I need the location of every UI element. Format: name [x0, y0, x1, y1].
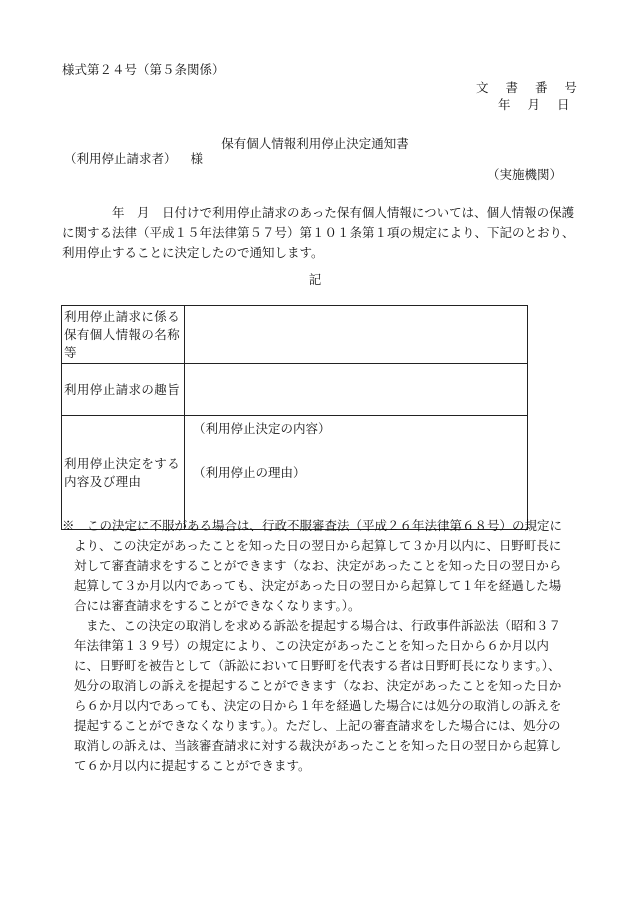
recipient-honorific: 様 — [190, 151, 204, 166]
row-value-decision-content — [185, 416, 528, 530]
row-label-decision-content: 利用停止決定をする内容及び理由 — [62, 416, 185, 530]
recipient-label: （利用停止請求者） — [64, 151, 177, 166]
row-value-info-name — [185, 306, 528, 364]
form-number: 様式第２４号（第５条関係） — [62, 62, 225, 77]
decision-reason-subheading: （利用停止の理由） — [193, 465, 306, 480]
notice-body — [62, 203, 582, 263]
document-date-label: 年 月 日 — [498, 97, 576, 112]
table-row — [62, 416, 528, 530]
table-row — [62, 306, 528, 364]
decision-content-subheading: （利用停止決定の内容） — [193, 421, 331, 436]
document-number-label: 文 書 番 号 — [476, 80, 584, 95]
appeal-note-lawsuit: また、この決定の取消しを求める訴訟を提起する場合は、行政事件訴訟法（昭和３７年法律第１３９号）の規定により、この決定があったことを知った日から６か月以内に、日野町を被告として（訴訟において日野町を代表する者は日野町長になります。）、処分の取消しの訴えを提起することができます（なお、決定があったことを知った日から６か月以内であっても、決定の日から１年を経過した場合には処分の取消しの訴えを提起することができなくなります。）。ただし、上記の審査請求をした場合には、処分の取消しの訴えは、当該審査請求に対する裁決があったことを知った日の翌日から起算して６か月以内に提起することができます。 — [74, 618, 562, 773]
row-label-request-purpose: 利用停止請求の趣旨 — [62, 364, 185, 416]
appeal-note-review-request: ※ この決定に不服がある場合は、行政不服審査法（平成２６年法律第６８号）の規定により、この決定があったことを知った日の翌日から起算して３か月以内に、日野町長に対して審査請求をすることができます（なお、決定があったことを知った日の翌日から起算して３か月以内であっても、決定があった日の翌日から起算して１年を経過した場合には審査請求をすることができなくなります。）。 — [62, 518, 563, 613]
decision-table — [61, 305, 528, 530]
ki-heading: 記 — [308, 272, 322, 287]
table-row — [62, 364, 528, 416]
notice-body-paragraph: 年 月 日付けで利用停止請求のあった保有個人情報については、個人情報の保護に関する法律（平成１５年法律第５７号）第１０１条第１項の規定により、下記のとおり、利用停止することに決定したので通知します。 — [62, 205, 575, 260]
implementing-agency-label: （実施機関） — [487, 167, 563, 182]
row-value-request-purpose — [185, 364, 528, 416]
appeal-notes — [62, 516, 570, 776]
document-title: 保有個人情報利用停止決定通知書 — [221, 136, 409, 151]
recipient-line — [64, 153, 203, 166]
row-label-info-name: 利用停止請求に係る保有個人情報の名称等 — [62, 306, 185, 364]
